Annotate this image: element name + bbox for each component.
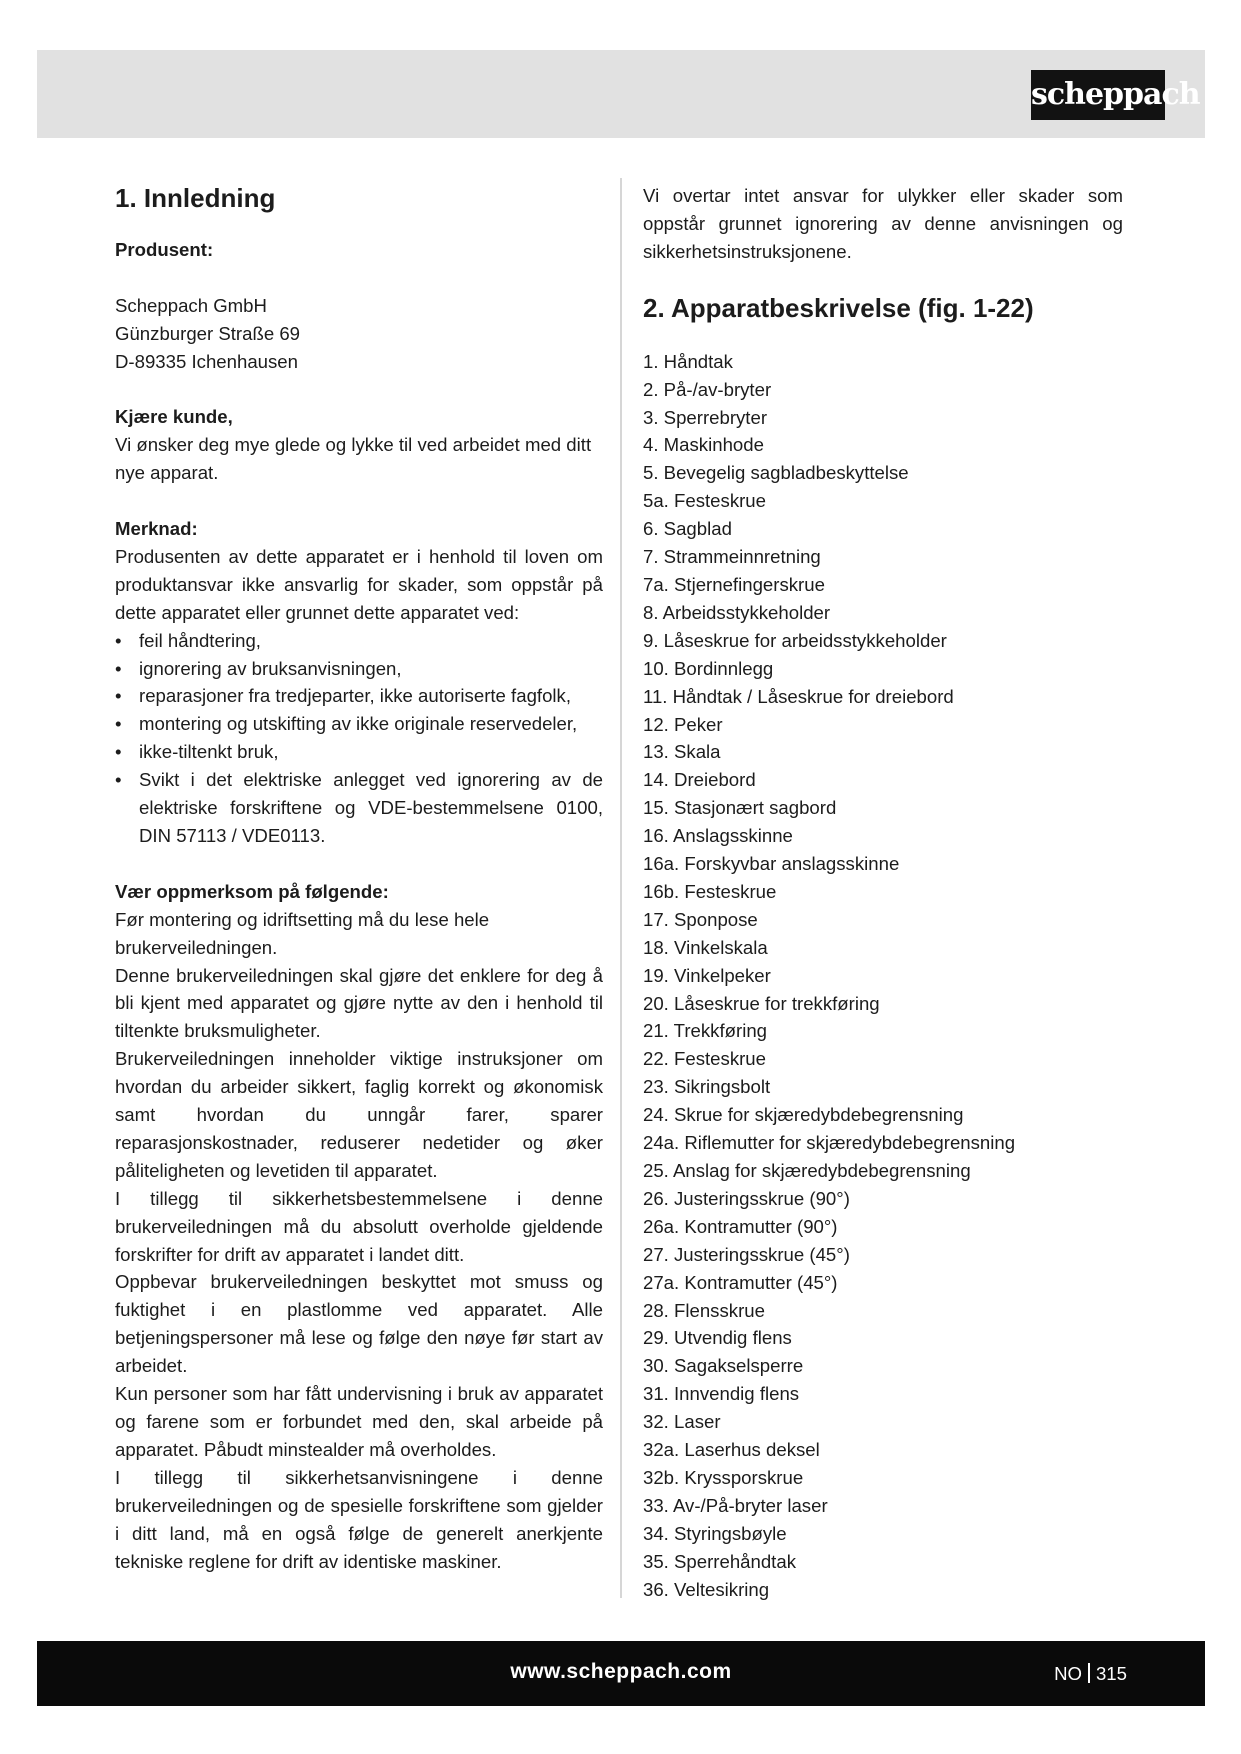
list-item: 13. Skala bbox=[643, 741, 721, 763]
list-item: 5a. Festeskrue bbox=[643, 490, 766, 512]
note-label: Merknad: bbox=[115, 518, 198, 540]
address-line: Scheppach GmbH bbox=[115, 294, 267, 316]
list-item: 20. Låseskrue for trekkføring bbox=[643, 992, 880, 1014]
list-item: 5. Bevegelig sagbladbeskyttelse bbox=[643, 462, 909, 484]
note-text: Produsenten av dette apparatet er i henhold til loven om produktansvar ikke ansvarlig for skader, som oppstår på dette apparatet eller grunnet dette apparatet ved: bbox=[115, 545, 603, 623]
greeting-label: Kjære kunde, bbox=[115, 406, 233, 428]
list-item: 35. Sperrehåndtak bbox=[643, 1550, 796, 1572]
page-footer bbox=[37, 1641, 1205, 1706]
paragraph: I tillegg til sikkerhetsanvisningene i denne brukerveiledningen og de spesielle forskriftene som gjelder i ditt land, må en også følge de generelt anerkjente tekniske reglene for drift av identiske maskiner. bbox=[115, 1466, 603, 1572]
section-heading-device-description: 2. Apparatbeskrivelse (fig. 1-22) bbox=[643, 292, 1034, 323]
list-item: 12. Peker bbox=[643, 713, 723, 735]
paragraph: Kun personer som har fått undervisning i bruk av apparatet og farene som er forbundet med den, skal arbeide på apparatet. Påbudt minstealder må overholdes. bbox=[115, 1383, 603, 1460]
list-item: 32b. Kryssporskrue bbox=[643, 1466, 804, 1488]
list-item: 7. Strammeinnretning bbox=[643, 546, 821, 568]
section-heading-introduction: 1. Innledning bbox=[115, 183, 276, 213]
list-item: 19. Vinkelpeker bbox=[643, 964, 771, 986]
list-item: 9. Låseskrue for arbeidsstykkeholder bbox=[643, 629, 947, 651]
list-item: 36. Veltesikring bbox=[643, 1578, 770, 1600]
list-item: 23. Sikringsbolt bbox=[643, 1076, 771, 1098]
language-code: NO bbox=[1054, 1663, 1082, 1684]
paragraph: Brukerveiledningen inneholder viktige instruksjoner om hvordan du arbeider sikkert, faglig korrekt og økonomisk samt hvordan du unngår farer, sparer reparasjonskostnader, reduserer nedetider og øker påliteligheten og levetiden til apparatet. bbox=[115, 1048, 603, 1181]
list-item: 11. Håndtak / Låseskrue for dreiebord bbox=[643, 685, 954, 707]
list-item: 21. Trekkføring bbox=[643, 1020, 768, 1042]
list-item: • Svikt i det elektriske anlegget ved ignorering av de elektriske forskriftene og VDE-bestemmelsene 0100, DIN 57113 / VDE0113. bbox=[115, 766, 603, 850]
list-item: 27a. Kontramutter (45°) bbox=[643, 1271, 838, 1293]
list-item: 30. Sagakselsperre bbox=[643, 1355, 804, 1377]
list-item: 32. Laser bbox=[643, 1411, 721, 1433]
list-item: 28. Flensskrue bbox=[643, 1299, 765, 1321]
list-item: 24. Skrue for skjæredybdebegrensning bbox=[643, 1104, 964, 1126]
list-item: 25. Anslag for skjæredybdebegrensning bbox=[643, 1160, 971, 1181]
liability-exclusion-list bbox=[115, 627, 603, 850]
address-line: Günzburger Straße 69 bbox=[115, 322, 301, 344]
list-item: 1. Håndtak bbox=[643, 350, 733, 372]
list-item: 26. Justeringsskrue (90°) bbox=[643, 1187, 850, 1209]
list-item: 16a. Forskyvbar anslagsskinne bbox=[643, 853, 900, 875]
list-item: 24a. Riflemutter for skjæredybdebegrensning bbox=[643, 1132, 1016, 1154]
list-item: 29. Utvendig flens bbox=[643, 1327, 792, 1349]
list-item: 3. Sperrebryter bbox=[643, 406, 768, 428]
list-item: 7a. Stjernefingerskrue bbox=[643, 573, 825, 595]
list-item: 17. Sponpose bbox=[643, 908, 758, 930]
paragraph: Før montering og idriftsetting må du lese hele brukerveiledningen. bbox=[115, 908, 490, 958]
paragraph: Denne brukerveiledningen skal gjøre det enklere for deg å bli kjent med apparatet og gjøre nytte av den i henhold til tiltenkte bruksmuligheter. bbox=[115, 964, 603, 1042]
list-item: 22. Festeskrue bbox=[643, 1048, 766, 1070]
address-line: D-89335 Ichenhausen bbox=[115, 350, 298, 372]
paragraph: I tillegg til sikkerhetsbestemmelsene i denne brukerveiledningen må du absolutt overholde gjeldende forskrifter for drift av apparatet i landet ditt. bbox=[115, 1187, 603, 1265]
list-item: • montering og utskifting av ikke originale reservedeler, bbox=[115, 710, 603, 738]
list-item: 16. Anslagsskinne bbox=[643, 825, 793, 847]
list-item: 34. Styringsbøyle bbox=[643, 1522, 787, 1544]
list-item: 27. Justeringsskrue (45°) bbox=[643, 1243, 850, 1265]
list-item: 33. Av-/På-bryter laser bbox=[643, 1494, 828, 1516]
list-item: • reparasjoner fra tredjeparter, ikke autoriserte fagfolk, bbox=[115, 682, 603, 710]
disclaimer-text: Vi overtar intet ansvar for ulykker eller skader som oppstår grunnet ignorering av denne anvisningen og sikkerhetsinstruksjonene. bbox=[643, 185, 1123, 262]
column-divider bbox=[620, 178, 622, 1598]
parts-list bbox=[643, 348, 1123, 1604]
page-number-block bbox=[1054, 1641, 1127, 1706]
separator bbox=[1088, 1663, 1090, 1683]
list-item: • feil håndtering, bbox=[115, 627, 603, 655]
list-item: 15. Stasjonært sagbord bbox=[643, 797, 837, 819]
list-item: • ignorering av bruksanvisningen, bbox=[115, 655, 603, 683]
left-column bbox=[115, 182, 603, 1575]
brand-logo: scheppach bbox=[1031, 70, 1165, 120]
paragraph: Oppbevar brukerveiledningen beskyttet mot smuss og fuktighet i en plastlomme ved apparatet. Alle betjeningspersoner må lese og følge den nøye før start av arbeidet. bbox=[115, 1271, 603, 1377]
list-item: 6. Sagblad bbox=[643, 518, 732, 540]
list-item: 4. Maskinhode bbox=[643, 434, 764, 456]
website-url: www.scheppach.com bbox=[510, 1660, 732, 1683]
list-item: 31. Innvendig flens bbox=[643, 1383, 800, 1405]
right-column bbox=[643, 182, 1123, 1604]
page-number: 315 bbox=[1095, 1663, 1127, 1684]
list-item: 10. Bordinnlegg bbox=[643, 657, 774, 679]
list-item: 14. Dreiebord bbox=[643, 769, 756, 791]
list-item: 16b. Festeskrue bbox=[643, 880, 777, 902]
attention-label: Vær oppmerksom på følgende: bbox=[115, 880, 389, 902]
list-item: 26a. Kontramutter (90°) bbox=[643, 1215, 838, 1237]
page-header bbox=[37, 50, 1205, 138]
producer-label: Produsent: bbox=[115, 239, 214, 260]
list-item: • ikke-tiltenkt bruk, bbox=[115, 738, 603, 766]
list-item: 8. Arbeidsstykkeholder bbox=[643, 601, 831, 623]
list-item: 18. Vinkelskala bbox=[643, 936, 768, 958]
list-item: 2. På-/av-bryter bbox=[643, 378, 772, 400]
greeting-text: Vi ønsker deg mye glede og lykke til ved arbeidet med ditt nye apparat. bbox=[115, 434, 592, 484]
list-item: 32a. Laserhus deksel bbox=[643, 1439, 820, 1461]
